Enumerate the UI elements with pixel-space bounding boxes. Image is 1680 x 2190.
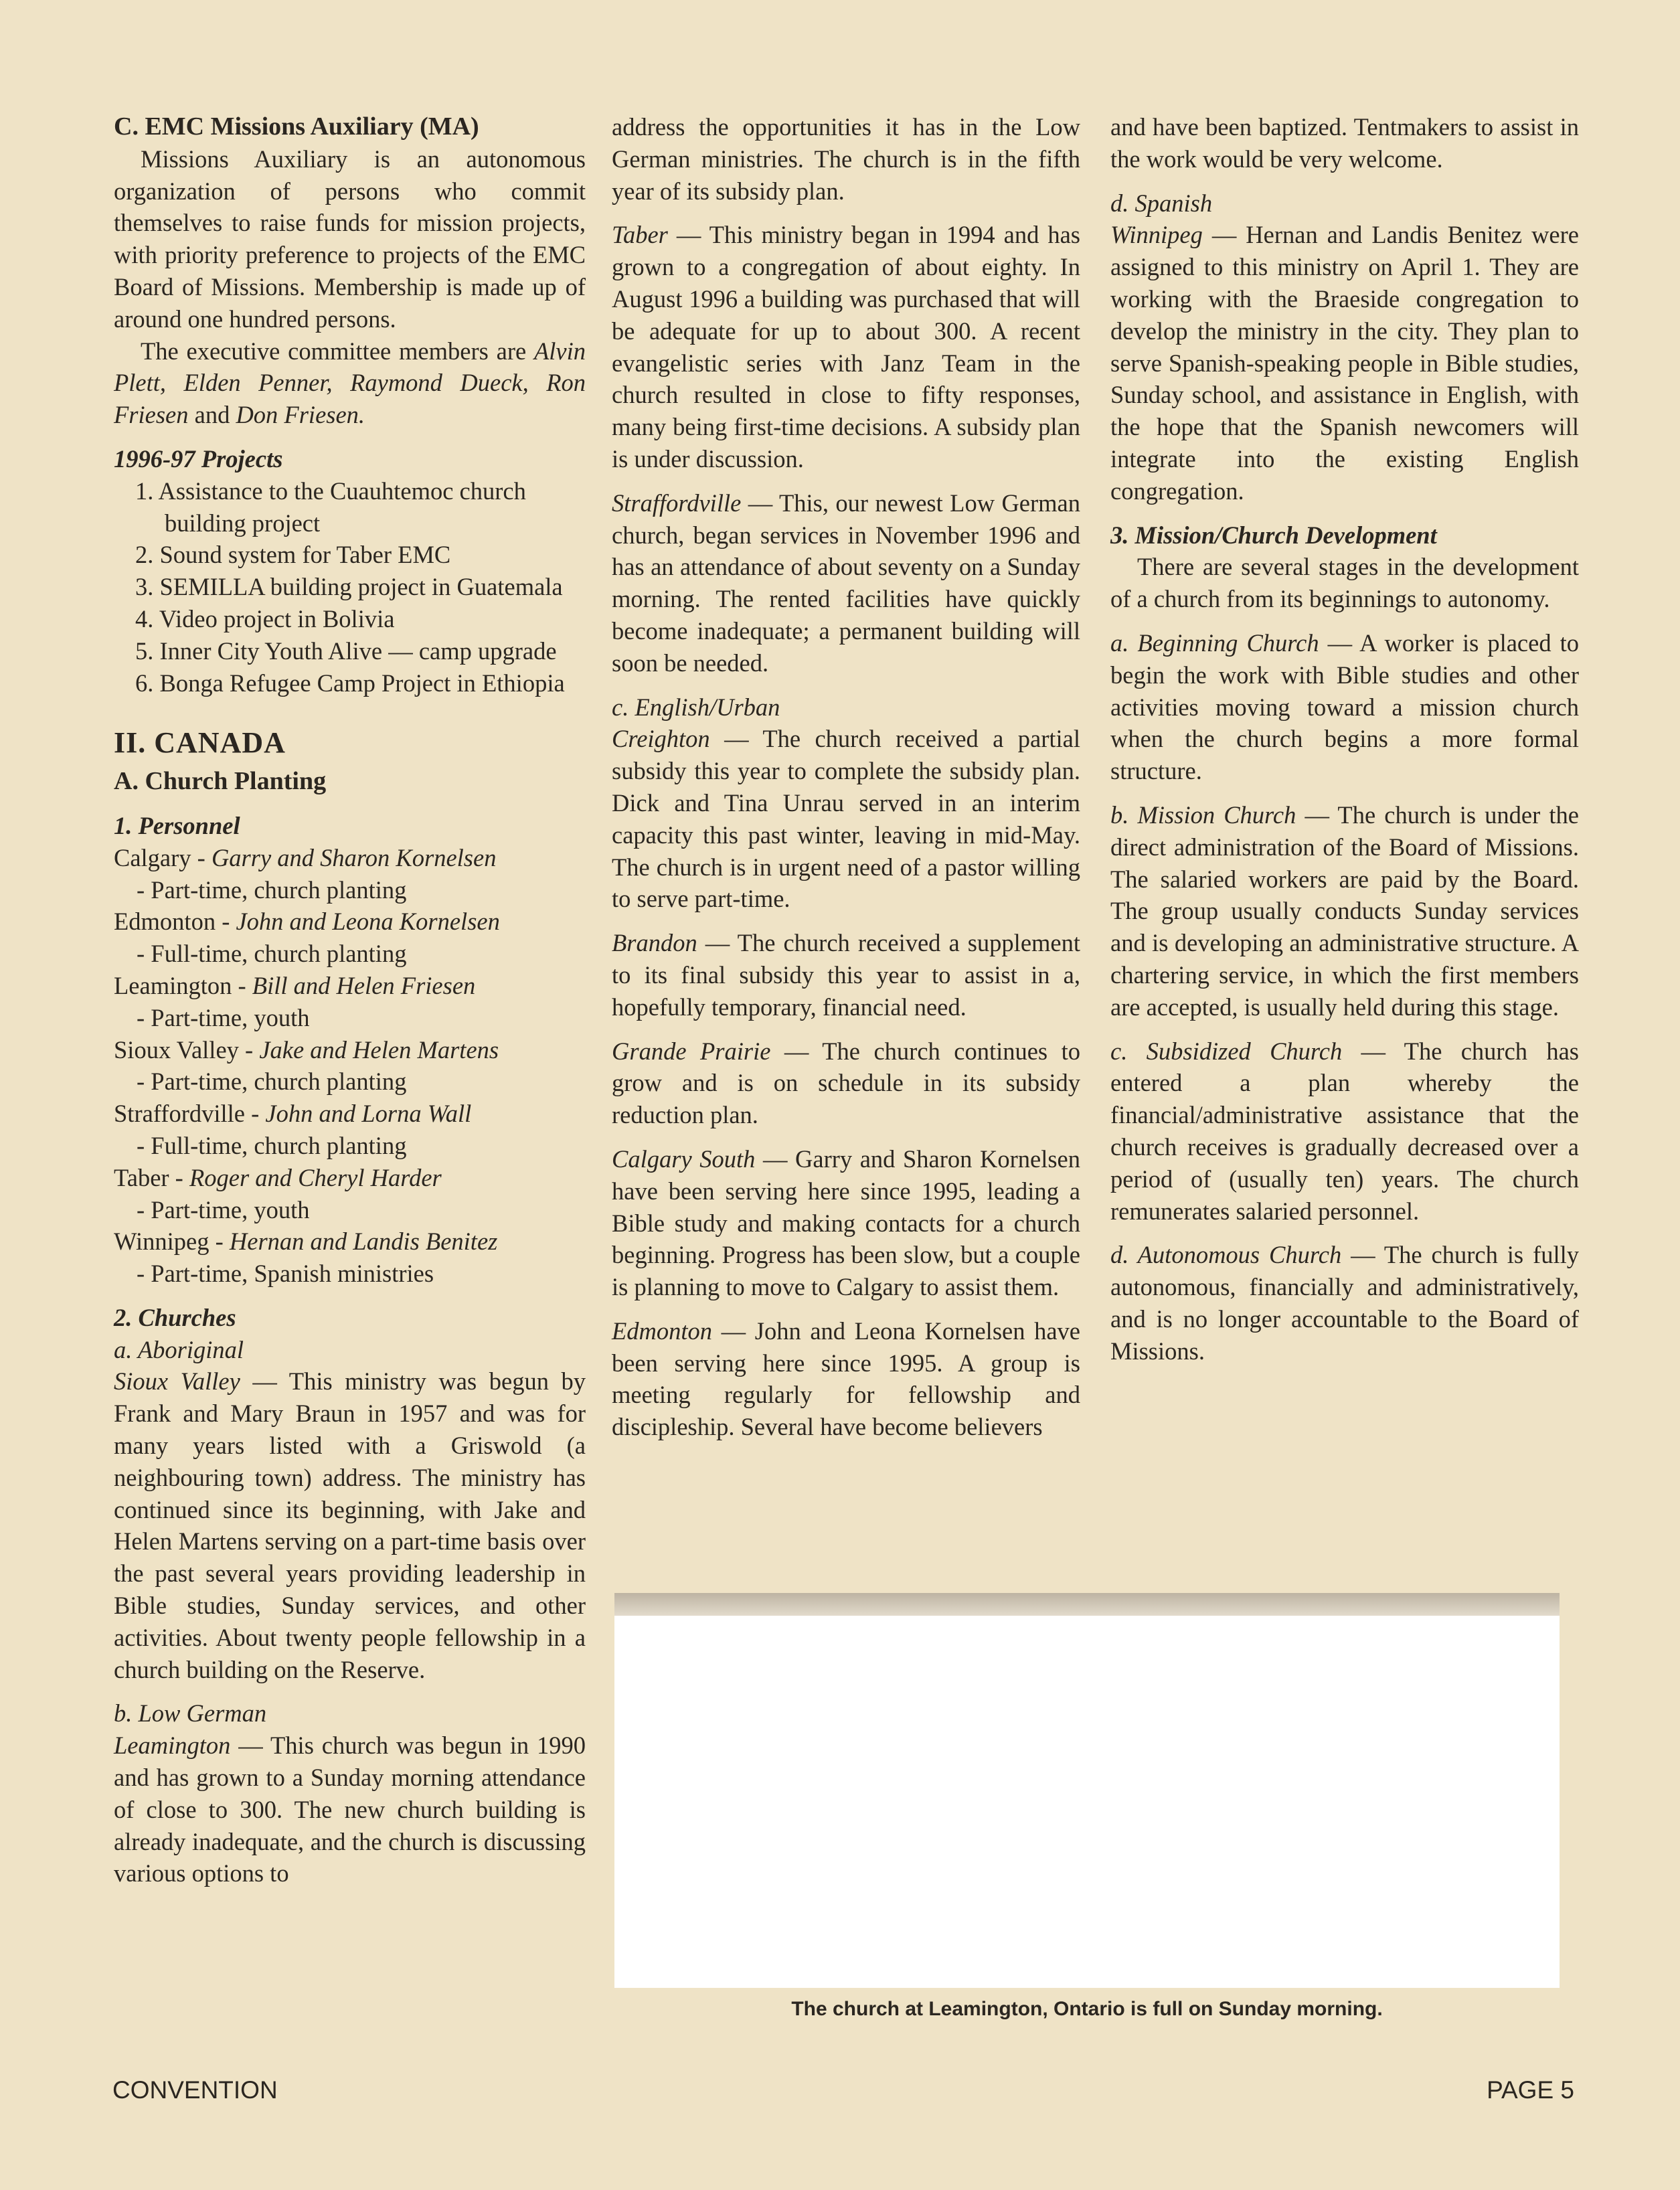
creighton-text: — The church received a partial subsidy this year to complete the subsidy plan. Dick and Tina Unrau served in an interim capacity this past winter, leaving in mid-May. The church is in urgent need of a pastor willing to serve part-time. bbox=[612, 725, 1080, 913]
projects-heading: 1996-97 Projects bbox=[114, 444, 283, 473]
leamington-paragraph bbox=[114, 1730, 586, 1889]
ma-paragraph-1: Missions Auxiliary is an autonomous organization of persons who commit themselves to raise funds for mission projects, with priority preference to projects of the EMC Board of Missions. Membership is made up of around one hundred persons. bbox=[114, 145, 586, 333]
ma-p2-last: Don Friesen. bbox=[236, 401, 365, 429]
personnel-names: Garry and Sharon Kornelsen bbox=[211, 843, 497, 871]
footer-page-number: PAGE 5 bbox=[1487, 2076, 1574, 2104]
personnel-entry bbox=[114, 1162, 586, 1194]
ma-paragraph-2 bbox=[114, 335, 586, 431]
edmonton-lead: Edmonton bbox=[612, 1317, 713, 1345]
project-item: 1. Assistance to the Cuauhtemoc church building project bbox=[135, 477, 526, 537]
column-1 bbox=[114, 111, 586, 1889]
english-urban-heading: c. English/Urban bbox=[612, 693, 780, 721]
spanish-heading: d. Spanish bbox=[1110, 189, 1213, 217]
personnel-place: Straffordville - bbox=[114, 1100, 266, 1128]
taber-paragraph bbox=[612, 219, 1080, 475]
winnipeg-text: — Hernan and Landis Benitez were assigned to this ministry on April 1. They are working with the Braeside congregation to develop the ministry in the city. They plan to serve Spanish-speaking people in Bible studies, Sunday school, and assistance in English, with the hope that the Spanish newcomers will integrate into the existing English congregation. bbox=[1110, 221, 1579, 505]
beginning-church-lead: a. Beginning Church bbox=[1110, 628, 1319, 657]
edmonton-text: — John and Leona Kornelsen have been serving here since 1995. A group is meeting regularly for fellowship and discipleship. Several have become believers bbox=[612, 1317, 1080, 1441]
subsidized-church-text: — The church has entered a plan whereby the financial/administrative assistance that the church receives is gradually decreased over a period of (usually ten) years. The church remunerates salaried personnel. bbox=[1110, 1037, 1579, 1225]
personnel-heading: 1. Personnel bbox=[114, 811, 240, 839]
personnel-role: - Full-time, church planting bbox=[137, 1131, 407, 1159]
personnel-entry bbox=[114, 1098, 586, 1130]
calgary-south-lead: Calgary South bbox=[612, 1145, 756, 1173]
autonomous-church-paragraph bbox=[1110, 1239, 1579, 1367]
personnel-names: Hernan and Landis Benitez bbox=[229, 1228, 498, 1256]
ma-p2-names: Alvin Plett, Elden Penner, Raymond Dueck, Ron Friesen bbox=[114, 337, 586, 429]
project-item: 2. Sound system for Taber EMC bbox=[135, 541, 451, 569]
beginning-church-text: — A worker is placed to begin the work with Bible studies and other activities moving toward a mission church when the church begins a more formal structure. bbox=[1110, 628, 1579, 785]
sioux-valley-text: — This ministry was begun by Frank and Mary Braun in 1957 and was for many years listed with a Griswold (a neighbouring town) address. The ministry has continued since its beginning, with Jake and Helen Martens serving on a part-time basis over the past several years providing leadership in Bible studies, Sunday services, and other activities. About twenty people fellowship in a church building on the Reserve. bbox=[114, 1367, 586, 1683]
straffordville-lead: Straffordville bbox=[612, 489, 742, 517]
autonomous-church-lead: d. Autonomous Church bbox=[1110, 1241, 1342, 1269]
personnel-role: - Part-time, youth bbox=[137, 1003, 310, 1031]
grande-prairie-paragraph bbox=[612, 1035, 1080, 1131]
column-2 bbox=[612, 111, 1080, 1443]
autonomous-church-text: — The church is fully autonomous, financially and administratively, and is no longer accountable to the Board of Missions. bbox=[1110, 1241, 1579, 1365]
brandon-text: — The church received a supplement to its final subsidy this year to assist in a, hopefully temporary, financial need. bbox=[612, 929, 1080, 1021]
footer-publication: CONVENTION bbox=[112, 2076, 278, 2104]
mission-church-text: — The church is under the direct administration of the Board of Missions. The salaried workers are paid by the Board. The group usually conducts Sunday services and is developing an administrative structure. A chartering service, in which the first members are accepted, is usually held during this stage. bbox=[1110, 801, 1579, 1021]
personnel-entry bbox=[114, 1034, 586, 1066]
brandon-lead: Brandon bbox=[612, 929, 697, 957]
sioux-valley-paragraph bbox=[114, 1365, 586, 1685]
personnel-role: - Full-time, church planting bbox=[137, 940, 407, 968]
straffordville-text: — This, our newest Low German church, began services in November 1996 and has an attendance of about seventy on a Sunday morning. The rented facilities have quickly become inadequate; a permanent building will soon be needed. bbox=[612, 489, 1080, 677]
leamington-continued: address the opportunities it has in the Low German ministries. The church is in the fifth year of its subsidy plan. bbox=[612, 113, 1080, 205]
development-heading: 3. Mission/Church Development bbox=[1110, 521, 1437, 549]
project-item: 3. SEMILLA building project in Guatemala bbox=[135, 573, 563, 601]
mission-church-lead: b. Mission Church bbox=[1110, 801, 1296, 829]
photo-caption: The church at Leamington, Ontario is full on Sunday morning. bbox=[791, 1998, 1383, 2020]
personnel-role: - Part-time, Spanish ministries bbox=[137, 1260, 434, 1288]
calgary-south-text: — Garry and Sharon Kornelsen have been serving here since 1995, leading a Bible study and making contacts for a church beginning. Progress has been slow, but a couple is planning to move to Calgary to assist them. bbox=[612, 1145, 1080, 1301]
development-paragraph: There are several stages in the development of a church from its beginnings to autonomy. bbox=[1110, 553, 1579, 613]
personnel-role: - Part-time, youth bbox=[137, 1195, 310, 1224]
subsidized-church-paragraph bbox=[1110, 1035, 1579, 1228]
personnel-names: John and Leona Kornelsen bbox=[236, 908, 500, 936]
projects-list bbox=[114, 475, 586, 699]
grande-prairie-lead: Grande Prairie bbox=[612, 1037, 771, 1065]
subsidized-church-lead: c. Subsidized Church bbox=[1110, 1037, 1343, 1065]
taber-lead: Taber bbox=[612, 221, 668, 249]
personnel-names: Bill and Helen Friesen bbox=[252, 971, 476, 999]
grande-prairie-text: — The church continues to grow and is on schedule in its subsidy reduction plan. bbox=[612, 1037, 1081, 1129]
personnel-names: John and Lorna Wall bbox=[265, 1100, 472, 1128]
edmonton-continued: and have been baptized. Tentmakers to assist in the work would be very welcome. bbox=[1110, 113, 1579, 173]
personnel-role: - Part-time, church planting bbox=[137, 1068, 407, 1096]
churches-heading: 2. Churches bbox=[114, 1303, 236, 1331]
project-item: 6. Bonga Refugee Camp Project in Ethiopia bbox=[135, 669, 565, 697]
ma-p2-lead: The executive committee members are bbox=[141, 337, 527, 365]
personnel-entry bbox=[114, 1226, 586, 1258]
personnel-place: Sioux Valley - bbox=[114, 1035, 260, 1064]
low-german-heading: b. Low German bbox=[114, 1699, 267, 1728]
calgary-south-paragraph bbox=[612, 1143, 1080, 1303]
project-item: 5. Inner City Youth Alive — camp upgrade bbox=[135, 637, 557, 665]
personnel-names: Jake and Helen Martens bbox=[259, 1035, 499, 1064]
church-planting-heading: A. Church Planting bbox=[114, 767, 327, 796]
creighton-lead: Creighton bbox=[612, 725, 710, 753]
aboriginal-heading: a. Aboriginal bbox=[114, 1335, 244, 1363]
winnipeg-paragraph bbox=[1110, 219, 1579, 507]
canada-heading: II. CANADA bbox=[114, 726, 286, 760]
winnipeg-lead: Winnipeg bbox=[1110, 221, 1203, 249]
ma-p2-and: and bbox=[194, 401, 230, 429]
sioux-valley-lead: Sioux Valley bbox=[114, 1367, 240, 1396]
personnel-entry bbox=[114, 842, 586, 874]
section-heading-ma: C. EMC Missions Auxiliary (MA) bbox=[114, 112, 479, 141]
mission-church-paragraph bbox=[1110, 799, 1579, 1023]
leamington-text: — This church was begun in 1990 and has grown to a Sunday morning attendance of close to 300. The new church building is already inadequate, and the church is discussing various options to bbox=[114, 1732, 586, 1887]
edmonton-paragraph bbox=[612, 1315, 1080, 1443]
personnel-role: - Part-time, church planting bbox=[137, 875, 407, 904]
church-photo bbox=[614, 1593, 1560, 1988]
column-3 bbox=[1110, 111, 1579, 1367]
personnel-place: Taber - bbox=[114, 1163, 189, 1191]
creighton-paragraph bbox=[612, 723, 1080, 915]
personnel-place: Edmonton - bbox=[114, 908, 236, 936]
personnel-names: Roger and Cheryl Harder bbox=[189, 1163, 442, 1191]
taber-text: — This ministry began in 1994 and has grown to a congregation of about eighty. In August 1996 a building was purchased that will be adequate for up to about 300. A recent evangelistic series with Janz Team in the church resulted in close to fifty responses, many being first-time decisions. A subsidy plan is under discussion. bbox=[612, 221, 1080, 473]
project-item: 4. Video project in Bolivia bbox=[135, 604, 395, 633]
personnel-entry bbox=[114, 906, 586, 938]
straffordville-paragraph bbox=[612, 487, 1080, 679]
photo-redacted-area bbox=[614, 1616, 1560, 1988]
brandon-paragraph bbox=[612, 927, 1080, 1023]
personnel-entry bbox=[114, 970, 586, 1002]
personnel-list bbox=[114, 842, 586, 1290]
personnel-place: Leamington - bbox=[114, 971, 252, 999]
personnel-place: Winnipeg - bbox=[114, 1228, 230, 1256]
beginning-church-paragraph bbox=[1110, 627, 1579, 787]
leamington-lead: Leamington bbox=[114, 1732, 231, 1760]
personnel-place: Calgary - bbox=[114, 843, 212, 871]
